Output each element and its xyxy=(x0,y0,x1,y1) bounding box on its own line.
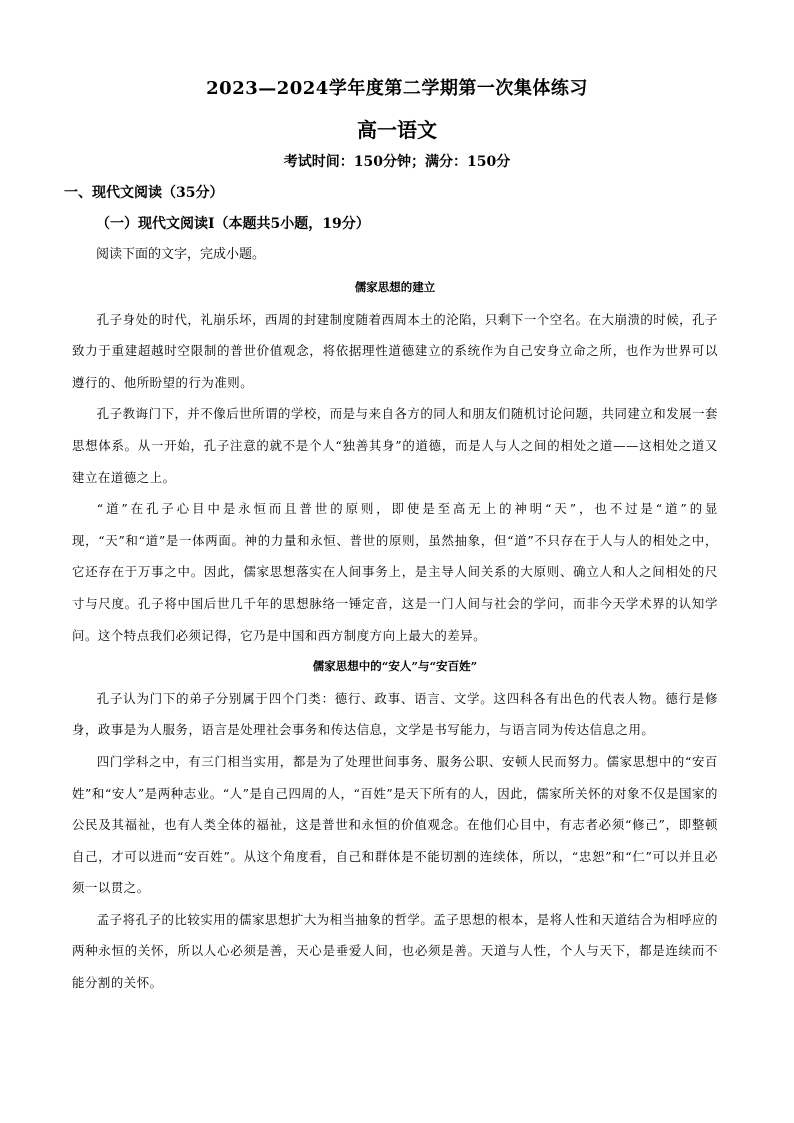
section-heading: 一、现代文阅读（35分） xyxy=(64,185,224,201)
paragraph-3: “道”在孔子心目中是永恒而且普世的原则，即使是至高无上的神明“天”，也不过是“道”的显现，“天”和“道”是一体两面。神的力量和永恒、普世的原则，虽然抽象，但“道”不只存在于人与人的相处之中，它还存在于万事之中。因此，儒家思想落实在人间事务上，是主导人间关系的大原则、确立人和人之间相处的尺寸与尺度。孔子将中国后世几千年的思想脉络一锤定音，这是一门人间与社会的学问，而非今天学术界的认知学问。这个特点我们必须记得，它乃是中国和西方制度方向上最大的差异。 xyxy=(72,501,718,643)
subsection-heading: （一）现代文阅读Ⅰ（本题共5小题，19分） xyxy=(96,216,370,232)
paragraph-6: 孟子将孔子的比较实用的儒家思想扩大为相当抽象的哲学。孟子思想的根本，是将人性和天道结合为相呼应的两种永恒的关怀，所以人心必须是善，天心是垂爱人间，也必须是善。天道与人性，个人与天下，都是连续而不能分割的关怀。 xyxy=(72,911,718,991)
article-title-1: 儒家思想的建立 xyxy=(354,280,436,294)
exam-info: 考试时间：150分钟；满分：150分 xyxy=(283,154,511,170)
reading-instruction: 阅读下面的文字，完成小题。 xyxy=(96,247,266,262)
paragraph-4: 孔子认为门下的弟子分别属于四个门类：德行、政事、语言、文学。这四科各有出色的代表人物。德行是修身，政事是为人服务，语言是处理社会事务和传达信息，文学是书写能力，与语言同为传达信息之用。 xyxy=(72,690,718,738)
reading-passage xyxy=(72,272,718,999)
paragraph-5: 四门学科之中，有三门相当实用，都是为了处理世间事务、服务公职、安顿人民而努力。儒家思想中的“安百姓”和“安人”是两种志业。“人”是自己四周的人，“百姓”是天下所有的人，因此，儒家所关怀的对象不仅是国家的公民及其福祉，也有人类全体的福祉，这是普世和永恒的价值观念。在他们心目中，有志者必须“修己”，即整顿自己，才可以进而“安百姓”。从这个角度看，自己和群体是不能切割的连续体，所以，“忠恕”和“仁”可以并且必须一以贯之。 xyxy=(72,753,718,896)
paragraph-1: 孔子身处的时代，礼崩乐坏，西周的封建制度随着西周本土的沦陷，只剩下一个空名。在大崩溃的时候，孔子致力于重建超越时空限制的普世价值观念，将依据理性道德建立的系统作为自己安身立命之所，也作为世界可以遵行的、他所盼望的行为准则。 xyxy=(72,311,718,390)
paragraph-2: 孔子教诲门下，并不像后世所谓的学校，而是与来自各方的同人和朋友们随机讨论问题，共同建立和发展一套思想体系。从一开始，孔子注意的就不是个人“独善其身”的道德，而是人与人之间的相处之道——这相处之道又建立在道德之上。 xyxy=(72,406,718,485)
exam-title: 2023—2024学年度第二学期第一次集体练习 xyxy=(206,78,588,99)
article-title-2: 儒家思想中的“安人”与“安百姓” xyxy=(312,659,478,674)
subject-title: 高一语文 xyxy=(357,118,437,142)
